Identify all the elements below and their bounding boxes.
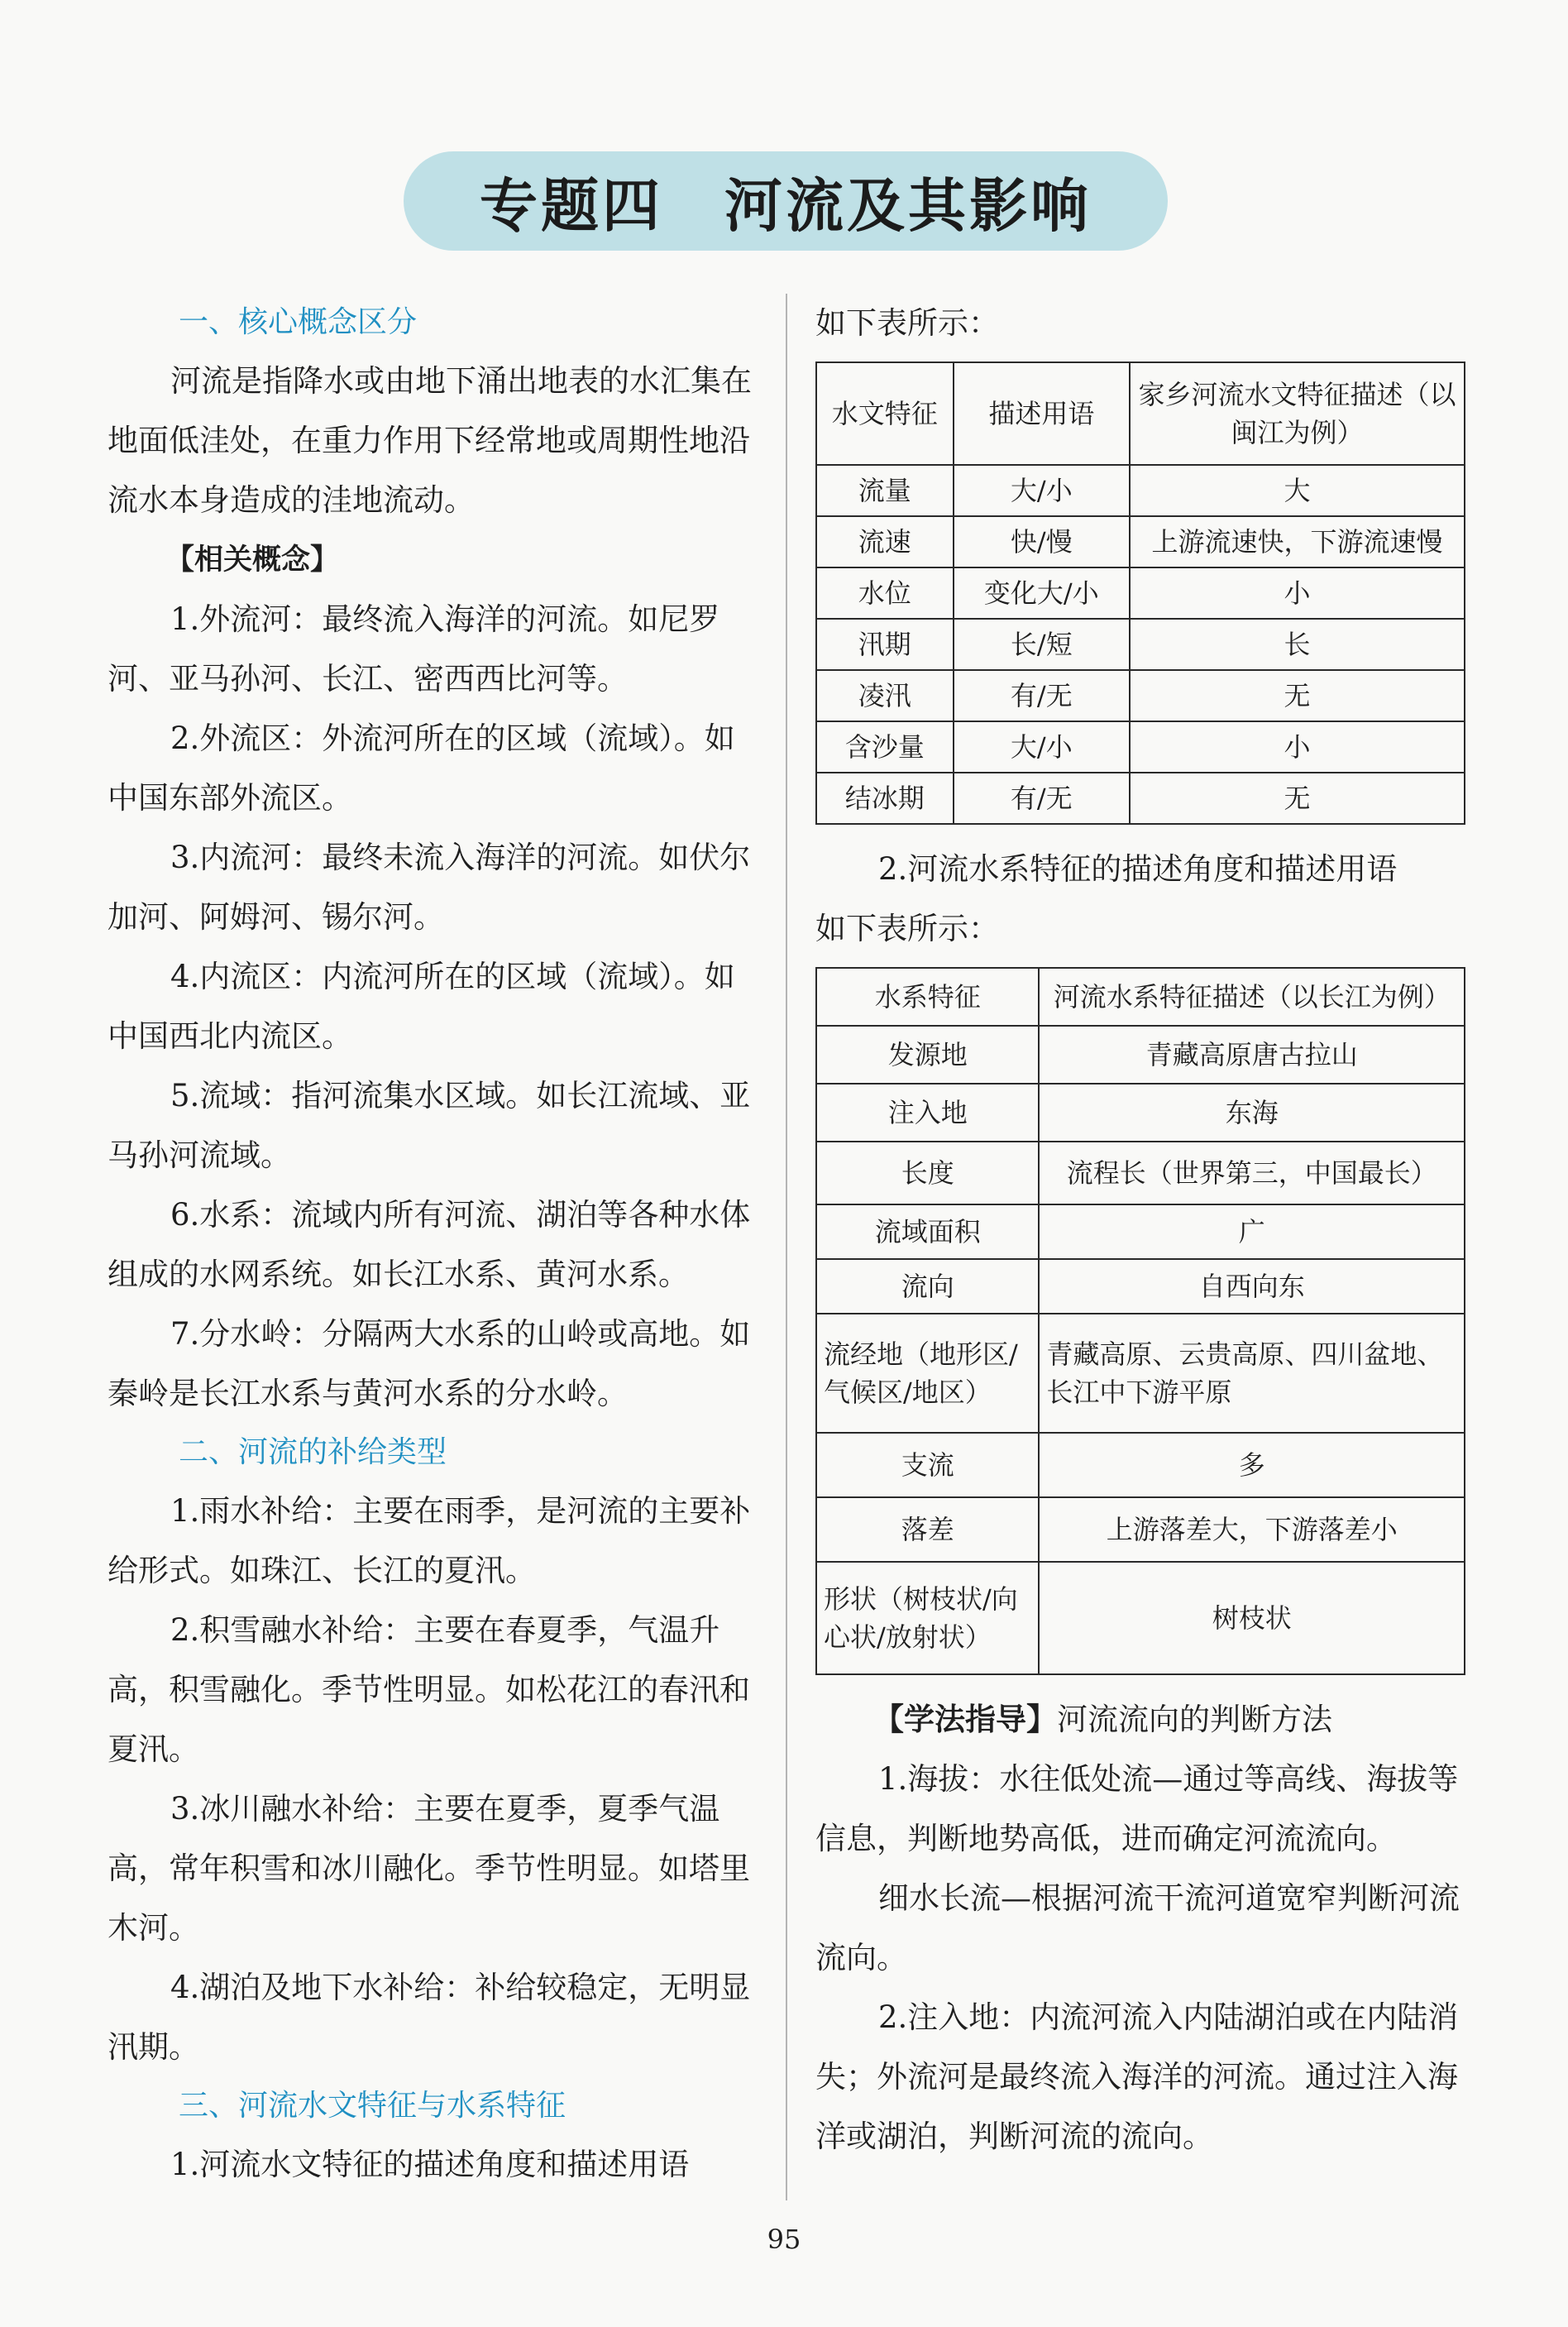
supply-item: 1.雨水补给：主要在雨季，是河流的主要补给形式。如珠江、长江的夏汛。	[108, 1493, 751, 1588]
concept-item: 2.外流区：外流河所在的区域（流域）。如中国东部外流区。	[108, 721, 735, 816]
table-cell: 自西向东	[1039, 1259, 1465, 1314]
column-divider	[786, 294, 787, 2200]
study-guide-title: 河流流向的判断方法	[1057, 1702, 1332, 1737]
table-cell: 大/小	[954, 721, 1130, 773]
related-concepts-tag: 【相关概念】	[165, 543, 340, 577]
table-row	[816, 619, 1465, 670]
supply-item: 3.冰川融水补给：主要在夏季，夏季气温高，常年积雪和冰川融化。季节性明显。如塔里木河。	[108, 1791, 750, 1946]
table-cell: 结冰期	[816, 773, 954, 824]
section-heading-1: 一、核心概念区分	[179, 305, 418, 339]
concept-item: 1.外流河：最终流入海洋的河流。如尼罗河、亚马孙河、长江、密西西比河等。	[108, 601, 720, 697]
table-row	[816, 721, 1465, 773]
table-row	[816, 773, 1465, 824]
table-cell: 树枝状	[1039, 1562, 1465, 1674]
hydrology-table	[815, 361, 1465, 825]
table-header-row	[816, 362, 1465, 465]
table-row	[816, 1084, 1465, 1142]
table-header-cell: 河流水系特征描述（以长江为例）	[1039, 968, 1465, 1026]
table-cell: 水位	[816, 567, 954, 619]
table-cell: 多	[1039, 1433, 1465, 1497]
table-row	[816, 1204, 1465, 1259]
table-cell: 有/无	[954, 773, 1130, 824]
table-cell: 快/慢	[954, 516, 1130, 567]
table-cell: 流向	[816, 1259, 1039, 1314]
table-row	[816, 1497, 1465, 1562]
table-cell: 有/无	[954, 670, 1130, 721]
table-cell: 上游流速快，下游流速慢	[1130, 516, 1465, 567]
table-row	[816, 1562, 1465, 1674]
table-cell: 变化大/小	[954, 567, 1130, 619]
table-row	[816, 1314, 1465, 1433]
table-cell: 小	[1130, 721, 1465, 773]
table2-lead: 如下表所示：	[815, 911, 999, 946]
table-header-row	[816, 968, 1465, 1026]
table-header-cell: 水文特征	[816, 362, 954, 465]
title-banner	[404, 151, 1168, 251]
supply-item: 4.湖泊及地下水补给：补给较稳定，无明显汛期。	[108, 1970, 751, 2065]
table-cell: 流域面积	[816, 1204, 1039, 1259]
concept-item: 7.分水岭：分隔两大水系的山岭或高地。如秦岭是长江水系与黄河水系的分水岭。	[108, 1316, 751, 1411]
table-cell: 上游落差大，下游落差小	[1039, 1497, 1465, 1562]
table-row	[816, 567, 1465, 619]
hydro-desc-paragraph: 1.河流水文特征的描述角度和描述用语	[170, 2147, 690, 2182]
table-row	[816, 516, 1465, 567]
table-cell: 小	[1130, 567, 1465, 619]
table-header-cell: 家乡河流水文特征描述（以闽江为例）	[1130, 362, 1465, 465]
concept-item: 3.内流河：最终未流入海洋的河流。如伏尔加河、阿姆河、锡尔河。	[108, 840, 751, 935]
table-row	[816, 1142, 1465, 1204]
table-cell: 青藏高原唐古拉山	[1039, 1026, 1465, 1084]
table-header-cell: 描述用语	[954, 362, 1130, 465]
page-title: 专题四 河流及其影响	[480, 171, 1092, 240]
table-row	[816, 1259, 1465, 1314]
table-cell: 流速	[816, 516, 954, 567]
section-heading-3: 三、河流水文特征与水系特征	[179, 2089, 566, 2123]
table-cell: 无	[1130, 773, 1465, 824]
concept-item: 6.水系：流域内所有河流、湖泊等各种水体组成的水网系统。如长江水系、黄河水系。	[108, 1197, 751, 1292]
table2-intro: 2.河流水系特征的描述角度和描述用语	[878, 851, 1398, 887]
table-cell: 大/小	[954, 465, 1130, 516]
river-system-table	[815, 967, 1465, 1675]
table-cell: 广	[1039, 1204, 1465, 1259]
page-number: 95	[767, 2224, 801, 2255]
right-column	[815, 294, 1469, 2167]
section-heading-2: 二、河流的补给类型	[179, 1435, 447, 1469]
table-cell: 发源地	[816, 1026, 1039, 1084]
table-cell: 流经地（地形区/气候区/地区）	[816, 1314, 1039, 1433]
table1-lead: 如下表所示：	[815, 305, 999, 341]
table-cell: 长	[1130, 619, 1465, 670]
supply-item: 2.积雪融水补给：主要在春夏季，气温升高，积雪融化。季节性明显。如松花江的春汛和夏汛。	[108, 1612, 750, 1767]
table-cell: 注入地	[816, 1084, 1039, 1142]
table-row	[816, 1433, 1465, 1497]
table-cell: 形状（树枝状/向心状/放射状）	[816, 1562, 1039, 1674]
table-cell: 凌汛	[816, 670, 954, 721]
table-cell: 支流	[816, 1433, 1039, 1497]
table-cell: 东海	[1039, 1084, 1465, 1142]
study-guide-heading	[815, 1690, 1469, 1750]
intro-paragraph: 河流是指降水或由地下涌出地表的水汇集在地面低洼处，在重力作用下经常地或周期性地沿流水本身造成的洼地流动。	[108, 363, 752, 518]
table-cell: 长/短	[954, 619, 1130, 670]
left-column	[108, 294, 758, 2195]
table-cell: 流量	[816, 465, 954, 516]
method-item: 1.海拔：水往低处流—通过等高线、海拔等信息，判断地势高低，进而确定河流流向。	[815, 1761, 1459, 1856]
table-row	[816, 1026, 1465, 1084]
table-cell: 长度	[816, 1142, 1039, 1204]
method-item: 2.注入地：内流河流入内陆湖泊或在内陆消失；外流河是最终流入海洋的河流。通过注入海洋或湖泊，判断河流的流向。	[815, 1999, 1459, 2154]
study-guide-tag: 【学法指导】	[873, 1702, 1057, 1737]
table-cell: 含沙量	[816, 721, 954, 773]
table-cell: 无	[1130, 670, 1465, 721]
concept-item: 4.内流区：内流河所在的区域（流域）。如中国西北内流区。	[108, 959, 735, 1054]
table-cell: 落差	[816, 1497, 1039, 1562]
table-row	[816, 670, 1465, 721]
concept-item: 5.流域：指河流集水区域。如长江流域、亚马孙河流域。	[108, 1078, 751, 1173]
table-cell: 汛期	[816, 619, 954, 670]
method-item: 细水长流—根据河流干流河道宽窄判断河流流向。	[815, 1880, 1460, 1975]
table-cell: 流程长（世界第三，中国最长）	[1039, 1142, 1465, 1204]
table-cell: 青藏高原、云贵高原、四川盆地、长江中下游平原	[1039, 1314, 1465, 1433]
table-row	[816, 465, 1465, 516]
table-header-cell: 水系特征	[816, 968, 1039, 1026]
table-cell: 大	[1130, 465, 1465, 516]
